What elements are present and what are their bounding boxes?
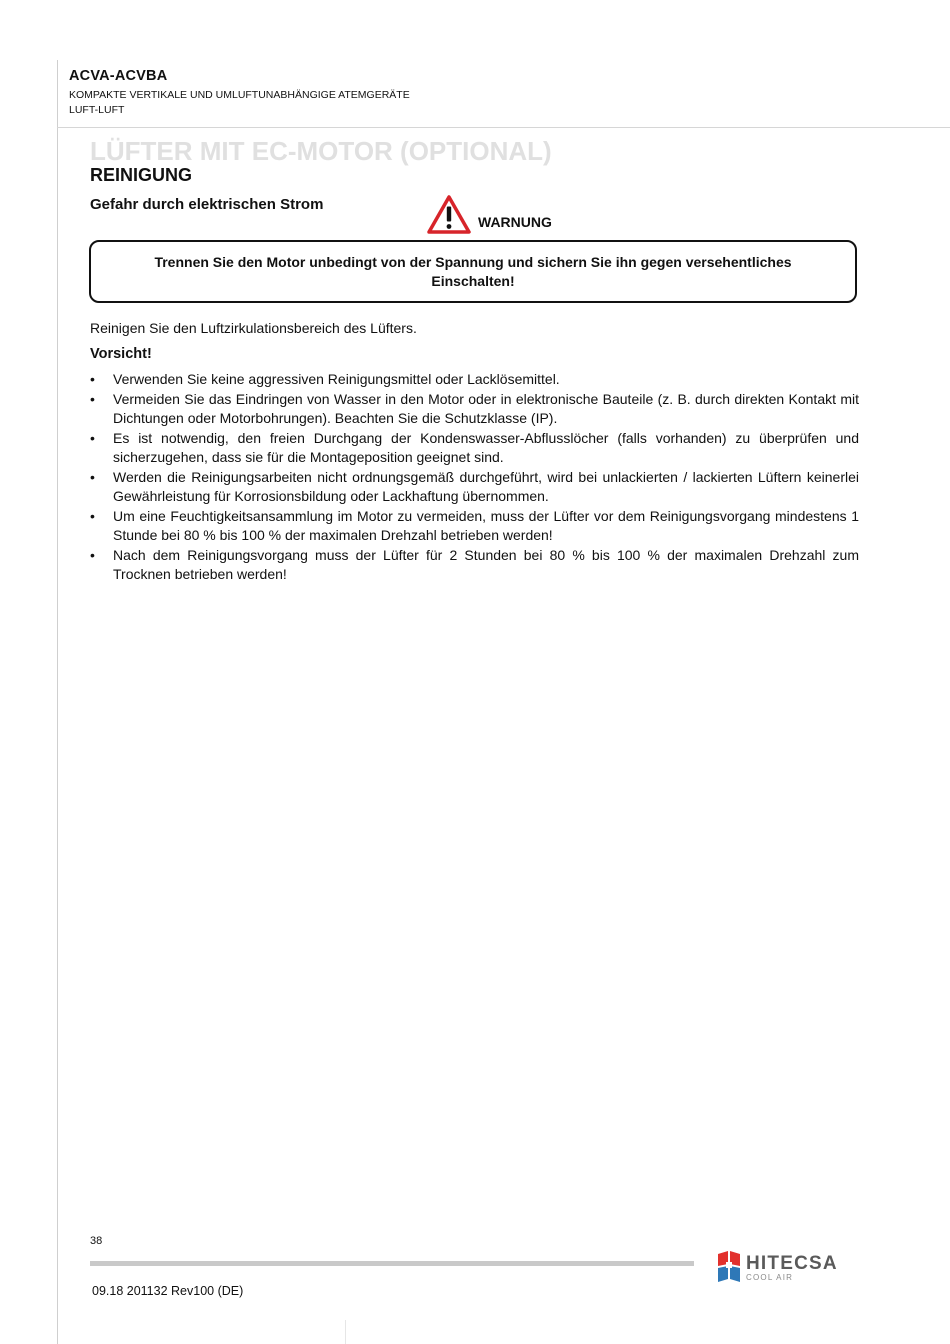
- warning-label: WARNUNG: [478, 214, 552, 230]
- warning-box-text: Trennen Sie den Motor unbedingt von der Spannung und sichern Sie ihn gegen versehentliches Einschalten!: [154, 253, 792, 289]
- list-item: [90, 468, 859, 507]
- document-code: ACVA-ACVBA: [69, 68, 168, 84]
- list-item-text: Vermeiden Sie das Eindringen von Wasser in den Motor oder in elektronische Bauteile (z. B. durch direkten Kontakt mit Dichtungen oder Motorbohrungen). Beachten Sie die Schutzklasse (IP).: [113, 390, 859, 426]
- hitecsa-logo: [716, 1248, 866, 1284]
- list-item: [90, 429, 859, 468]
- hazard-heading: Gefahr durch elektrischen Strom: [90, 196, 324, 213]
- logo-tagline: COOL AIR: [746, 1273, 794, 1282]
- logo-name: HITECSA: [746, 1253, 838, 1274]
- warning-box: [89, 240, 857, 303]
- left-margin-rule: [57, 60, 58, 1344]
- warning-triangle-icon: [427, 195, 471, 235]
- list-item: [90, 546, 859, 585]
- list-item-text: Werden die Reinigungsarbeiten nicht ordnungsgemäß durchgeführt, wird bei unlackierten / lackierten Lüftern keinerlei Gewährleistung für Korrosionsbildung oder Lackhaftung übernommen.: [113, 468, 859, 504]
- bullet-icon: •: [90, 507, 95, 524]
- footer-bar: [90, 1261, 694, 1266]
- caution-heading: Vorsicht!: [90, 346, 152, 362]
- list-item-text: Es ist notwendig, den freien Durchgang der Kondenswasser-Abflusslöcher (falls vorhanden) zu überprüfen und sicherzugehen, dass sie für die Montageposition geeignet sind.: [113, 429, 859, 465]
- document-subtitle-line1: KOMPAKTE VERTIKALE UND UMLUFTUNABHÄNGIGE ATEMGERÄTE: [69, 89, 410, 101]
- bullet-icon: •: [90, 468, 95, 485]
- footer-document-code: 09.18 201132 Rev100 (DE): [92, 1284, 244, 1298]
- page-number: 38: [90, 1235, 103, 1247]
- bullet-icon: •: [90, 390, 95, 407]
- section-subtitle: REINIGUNG: [90, 165, 193, 185]
- header-divider: [57, 127, 950, 128]
- bullet-icon: •: [90, 371, 95, 387]
- bottom-divider: [345, 1320, 346, 1344]
- section-title: LÜFTER MIT EC-MOTOR (OPTIONAL): [90, 136, 552, 166]
- intro-text: Reinigen Sie den Luftzirkulationsbereich des Lüfters.: [90, 320, 417, 336]
- bullet-icon: •: [90, 546, 95, 563]
- list-item-text: Um eine Feuchtigkeitsansammlung im Motor zu vermeiden, muss der Lüfter vor dem Reinigungsvorgang mindestens 1 Stunde bei 80 % bis 100 % der maximalen Drehzahl betrieben werden!: [113, 507, 859, 543]
- document-subtitle-line2: LUFT-LUFT: [69, 104, 125, 116]
- list-item: [90, 390, 859, 429]
- bullet-icon: •: [90, 429, 95, 446]
- caution-list: [90, 370, 859, 585]
- list-item: [90, 370, 859, 390]
- list-item-text: Nach dem Reinigungsvorgang muss der Lüfter für 2 Stunden bei 80 % bis 100 % der maximalen Drehzahl zum Trocknen betrieben werden!: [113, 546, 859, 582]
- list-item-text: Verwenden Sie keine aggressiven Reinigungsmittel oder Lacklösemittel.: [113, 371, 560, 387]
- list-item: [90, 507, 859, 546]
